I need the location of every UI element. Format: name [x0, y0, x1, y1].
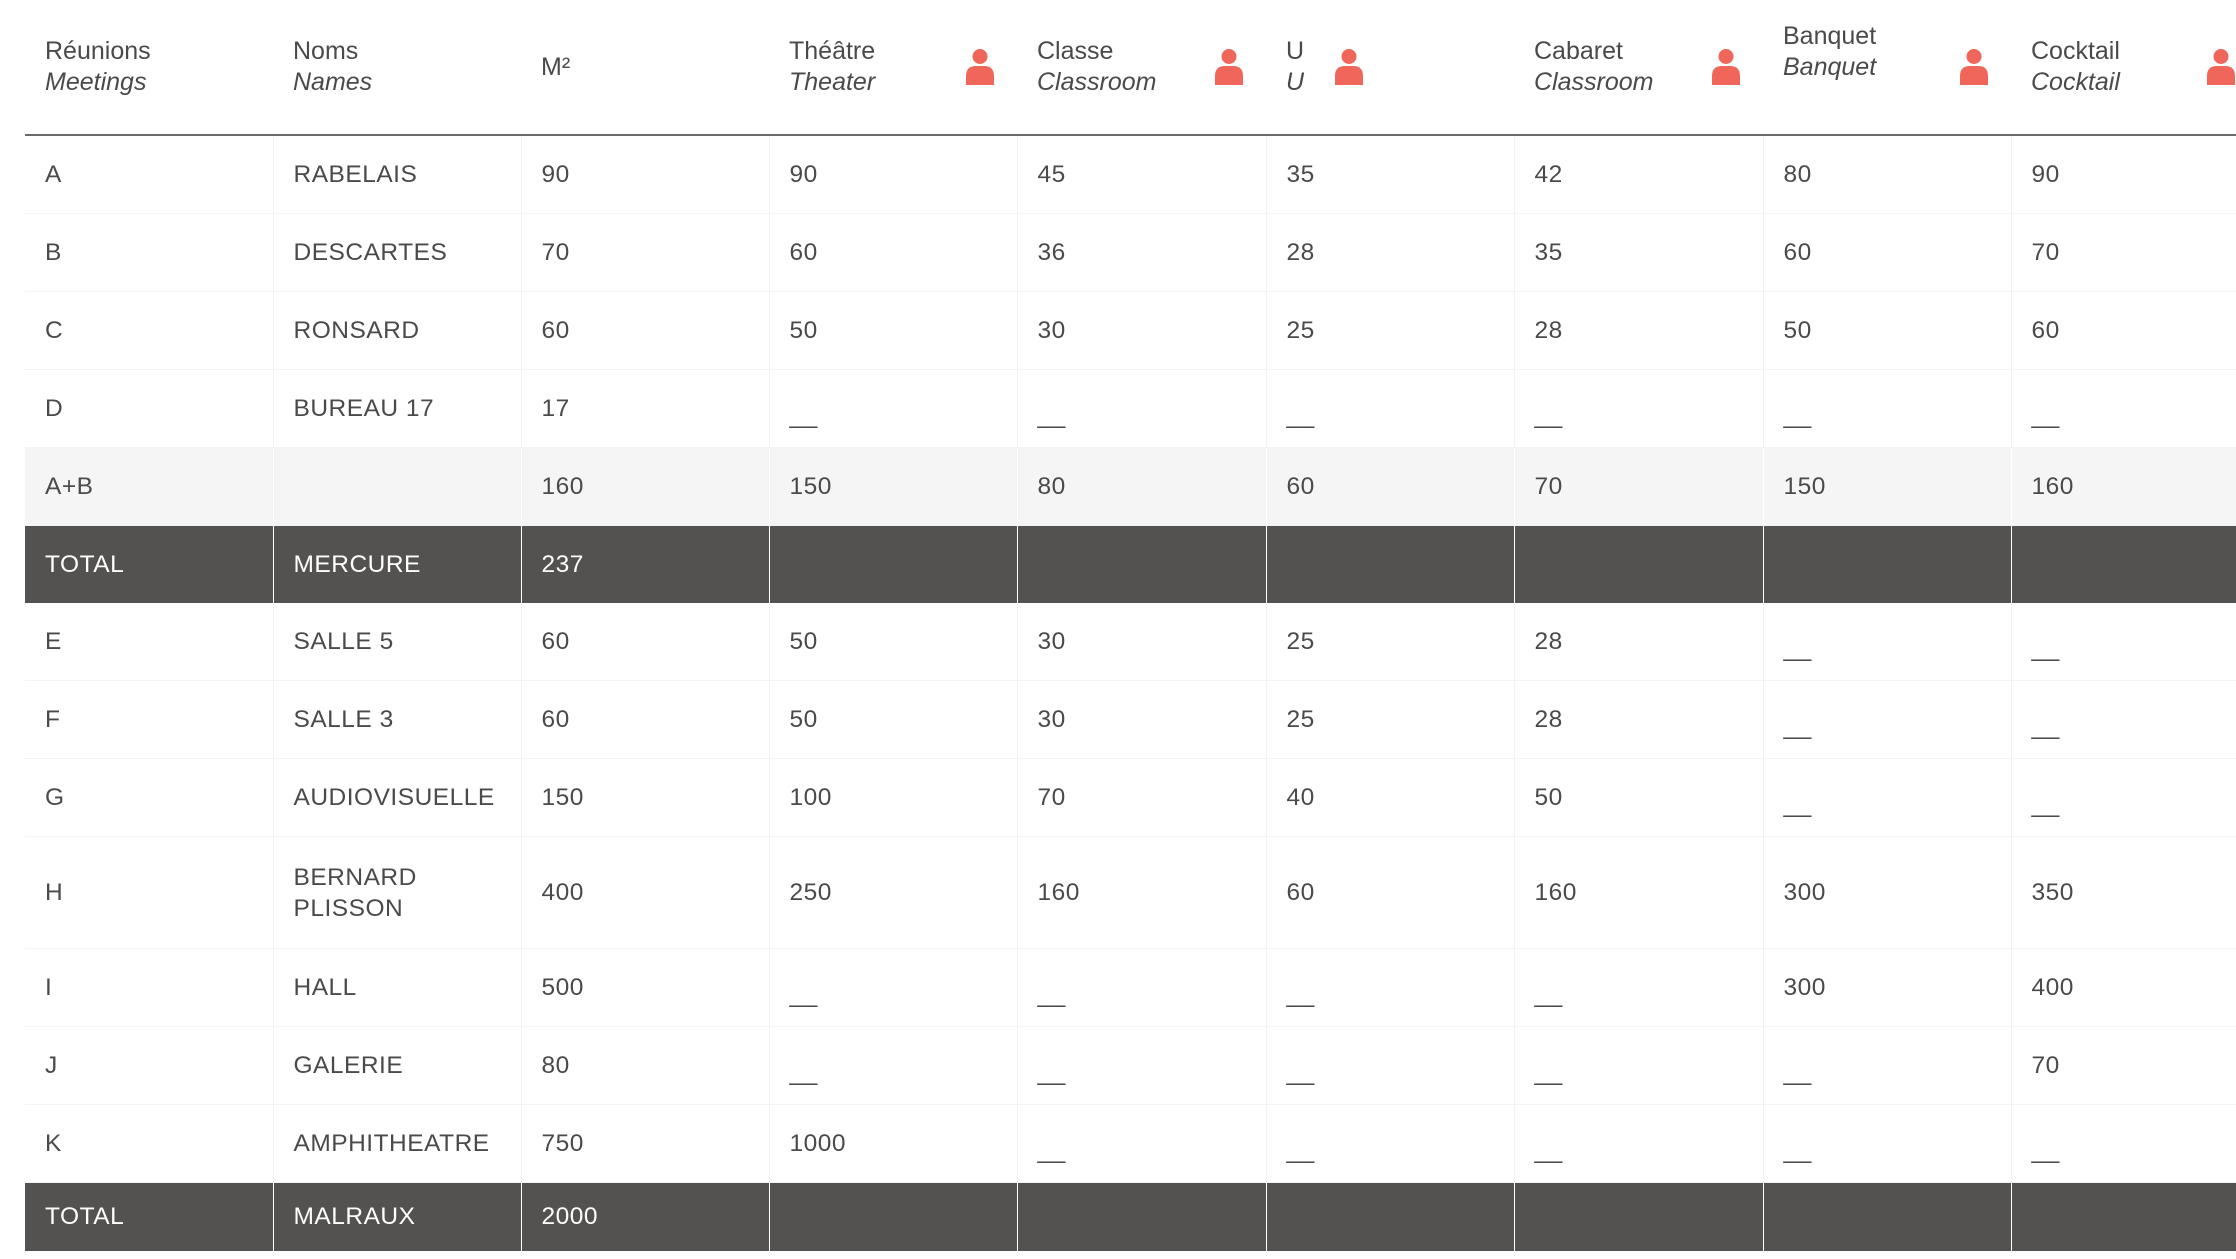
header-meetings-fr: Réunions: [45, 37, 151, 65]
header-classroom-en: Classroom: [1037, 68, 1157, 96]
cell-banquet: [1763, 837, 2011, 949]
cell-name-value: BUREAU 17: [293, 394, 435, 422]
header-theater-fr: Théâtre: [789, 37, 876, 65]
cell-u: [1266, 214, 1514, 292]
cell-theater: [769, 448, 1017, 526]
cell-cabaret-value: 28: [1534, 627, 1563, 655]
cell-theater: [769, 837, 1017, 949]
cell-u: [1266, 292, 1514, 370]
cell-classroom-value: 80: [1037, 472, 1066, 500]
cell-banquet: [1763, 292, 2011, 370]
cell-banquet-value: 60: [1783, 238, 1812, 266]
cell-code: [25, 1105, 273, 1183]
cell-area-value: 60: [541, 705, 570, 733]
cell-theater: [769, 292, 1017, 370]
cell-cocktail: [2011, 448, 2236, 526]
cell-name-value: HALL: [293, 973, 357, 1001]
cell-code: [25, 448, 273, 526]
cell-code: [25, 837, 273, 949]
cell-cocktail: [2011, 949, 2236, 1027]
header-theater: [769, 0, 1017, 135]
cell-cocktail-value: __: [2031, 634, 2060, 662]
cell-classroom: [1017, 1105, 1266, 1183]
cell-classroom-value: 45: [1037, 160, 1066, 188]
cell-area-value: 60: [541, 627, 570, 655]
cell-banquet: [1763, 448, 2011, 526]
cell-area: [521, 603, 769, 681]
cell-classroom: [1017, 681, 1266, 759]
cell-name-value: MERCURE: [293, 550, 421, 578]
cell-banquet-value: 150: [1783, 472, 1826, 500]
cell-area-value: 237: [541, 550, 584, 578]
cell-name: [273, 292, 521, 370]
header-u-en: U: [1286, 68, 1305, 96]
cell-cabaret: [1514, 681, 1763, 759]
header-cabaret-en: Classroom: [1534, 68, 1654, 96]
header-banquet-fr: Banquet: [1783, 22, 1877, 50]
cell-area: [521, 135, 769, 214]
cell-cocktail: [2011, 759, 2236, 837]
cell-code-value: TOTAL: [45, 1203, 125, 1230]
person-icon: [2206, 48, 2236, 86]
cell-classroom: [1017, 448, 1266, 526]
cell-banquet: [1763, 135, 2011, 214]
cell-area-value: 750: [541, 1129, 584, 1157]
cell-banquet: [1763, 1105, 2011, 1183]
cell-theater-value: __: [789, 401, 818, 429]
cell-classroom-value: __: [1037, 1136, 1066, 1164]
cell-cocktail: [2011, 603, 2236, 681]
cell-cabaret: [1514, 214, 1763, 292]
cell-classroom: [1017, 1027, 1266, 1105]
cell-code-value: D: [45, 394, 64, 422]
table-row: [25, 1183, 2236, 1252]
table-row: [25, 1105, 2236, 1183]
header-area-label: M²: [541, 52, 571, 81]
cell-banquet: [1763, 370, 2011, 448]
cell-theater: [769, 370, 1017, 448]
cell-cocktail-value: 400: [2031, 973, 2074, 1001]
cell-u-value: __: [1286, 980, 1315, 1008]
cell-u: [1266, 1183, 1514, 1252]
cell-classroom: [1017, 214, 1266, 292]
header-u: [1266, 0, 1514, 135]
cell-cocktail: [2011, 1027, 2236, 1105]
cell-u-value: 40: [1286, 783, 1315, 811]
cell-area-value: 60: [541, 316, 570, 344]
cell-area-value: 400: [541, 878, 584, 906]
cell-cocktail: [2011, 370, 2236, 448]
cell-cabaret: [1514, 135, 1763, 214]
cell-classroom: [1017, 526, 1266, 604]
cell-cabaret-value: 28: [1534, 705, 1563, 733]
header-banquet: [1763, 0, 2011, 135]
cell-banquet: [1763, 949, 2011, 1027]
cell-cabaret: [1514, 1105, 1763, 1183]
cell-name-value: BERNARD PLISSON: [293, 863, 417, 922]
table-row: [25, 681, 2236, 759]
cell-code: [25, 1183, 273, 1252]
cell-code: [25, 214, 273, 292]
cell-code-value: C: [45, 316, 64, 344]
header-banquet-en: Banquet: [1783, 53, 1877, 81]
cell-code-value: F: [45, 705, 61, 733]
cell-cocktail-value: 60: [2031, 316, 2060, 344]
cell-cocktail: [2011, 681, 2236, 759]
cell-u: [1266, 1105, 1514, 1183]
cell-area: [521, 448, 769, 526]
cell-name: [273, 949, 521, 1027]
table-body: [25, 135, 2236, 1251]
capacity-table: [25, 0, 2236, 1251]
cell-code-value: G: [45, 783, 65, 811]
cell-banquet-value: __: [1783, 712, 1812, 740]
cell-banquet: [1763, 681, 2011, 759]
cell-cocktail: [2011, 526, 2236, 604]
header-u-fr: U: [1286, 37, 1305, 65]
header-area: [521, 0, 769, 135]
cell-theater: [769, 1027, 1017, 1105]
cell-code-value: K: [45, 1129, 62, 1157]
cell-u-value: 25: [1286, 705, 1315, 733]
cell-u-value: 35: [1286, 160, 1315, 188]
cell-code: [25, 949, 273, 1027]
cell-name-value: DESCARTES: [293, 238, 448, 266]
cell-cabaret-value: 160: [1534, 878, 1577, 906]
cell-code-value: I: [45, 973, 53, 1001]
cell-code: [25, 370, 273, 448]
cell-cabaret: [1514, 603, 1763, 681]
cell-cocktail-value: 70: [2031, 1051, 2060, 1079]
cell-code-value: H: [45, 878, 64, 906]
cell-cabaret: [1514, 526, 1763, 604]
cell-u-value: 60: [1286, 878, 1315, 906]
cell-classroom: [1017, 759, 1266, 837]
cell-name: [273, 1183, 521, 1252]
cell-cocktail: [2011, 135, 2236, 214]
cell-cabaret: [1514, 759, 1763, 837]
cell-code: [25, 1027, 273, 1105]
cell-area: [521, 1027, 769, 1105]
cell-cocktail-value: __: [2031, 712, 2060, 740]
cell-cabaret: [1514, 1183, 1763, 1252]
cell-theater: [769, 135, 1017, 214]
person-icon: [1959, 48, 1989, 86]
cell-code: [25, 292, 273, 370]
cell-area-value: 90: [541, 160, 570, 188]
cell-theater: [769, 949, 1017, 1027]
cell-cabaret-value: __: [1534, 401, 1563, 429]
person-icon: [1214, 48, 1244, 86]
cell-classroom-value: 160: [1037, 878, 1080, 906]
cell-name: [273, 759, 521, 837]
cell-banquet-value: 50: [1783, 316, 1812, 344]
cell-code-value: E: [45, 627, 62, 655]
header-cocktail: [2011, 0, 2236, 135]
cell-name: [273, 214, 521, 292]
cell-classroom-value: 30: [1037, 316, 1066, 344]
cell-theater: [769, 214, 1017, 292]
cell-cabaret: [1514, 448, 1763, 526]
cell-name-value: GALERIE: [293, 1051, 404, 1079]
cell-area-value: 80: [541, 1051, 570, 1079]
header-classroom: [1017, 0, 1266, 135]
cell-area: [521, 837, 769, 949]
header-names-en: Names: [293, 68, 373, 96]
cell-banquet: [1763, 214, 2011, 292]
cell-cocktail-value: 70: [2031, 238, 2060, 266]
cell-area: [521, 292, 769, 370]
cell-cabaret: [1514, 370, 1763, 448]
cell-theater-value: __: [789, 1058, 818, 1086]
cell-cabaret-value: __: [1534, 1136, 1563, 1164]
cell-banquet-value: __: [1783, 1136, 1812, 1164]
cell-banquet: [1763, 1183, 2011, 1252]
capacity-table-container: [25, 0, 2236, 1251]
table-header: [25, 0, 2236, 135]
cell-cocktail: [2011, 837, 2236, 949]
cell-name: [273, 1027, 521, 1105]
cell-banquet-value: __: [1783, 790, 1812, 818]
cell-theater-value: 50: [789, 316, 818, 344]
cell-theater-value: 60: [789, 238, 818, 266]
cell-name: [273, 370, 521, 448]
cell-u-value: 60: [1286, 472, 1315, 500]
header-names-fr: Noms: [293, 37, 359, 65]
cell-area-value: 160: [541, 472, 584, 500]
cell-area: [521, 949, 769, 1027]
cell-code-value: A: [45, 160, 62, 188]
table-row: [25, 370, 2236, 448]
table-row: [25, 526, 2236, 604]
cell-cabaret-value: 35: [1534, 238, 1563, 266]
cell-cabaret-value: 70: [1534, 472, 1563, 500]
cell-u-value: 25: [1286, 316, 1315, 344]
cell-u: [1266, 949, 1514, 1027]
cell-theater: [769, 1183, 1017, 1252]
header-row: [25, 0, 2236, 135]
cell-u: [1266, 370, 1514, 448]
cell-theater: [769, 526, 1017, 604]
header-cocktail-fr: Cocktail: [2031, 37, 2120, 65]
header-meetings-en: Meetings: [45, 68, 147, 96]
cell-classroom: [1017, 1183, 1266, 1252]
cell-cocktail-value: __: [2031, 790, 2060, 818]
cell-cocktail: [2011, 1183, 2236, 1252]
cell-name: [273, 448, 521, 526]
cell-name-value: RONSARD: [293, 316, 420, 344]
cell-theater: [769, 1105, 1017, 1183]
cell-classroom-value: __: [1037, 401, 1066, 429]
cell-cocktail-value: 90: [2031, 160, 2060, 188]
cell-code: [25, 681, 273, 759]
table-row: [25, 759, 2236, 837]
cell-u: [1266, 135, 1514, 214]
cell-name: [273, 135, 521, 214]
cell-banquet-value: __: [1783, 401, 1812, 429]
cell-code-value: B: [45, 238, 62, 266]
header-theater-en: Theater: [789, 68, 876, 96]
cell-u: [1266, 681, 1514, 759]
cell-name: [273, 526, 521, 604]
cell-classroom-value: 70: [1037, 783, 1066, 811]
cell-classroom-value: 30: [1037, 705, 1066, 733]
cell-classroom-value: 30: [1037, 627, 1066, 655]
cell-theater-value: 150: [789, 472, 832, 500]
cell-cocktail-value: __: [2031, 401, 2060, 429]
cell-cabaret: [1514, 1027, 1763, 1105]
table-row: [25, 949, 2236, 1027]
cell-name: [273, 681, 521, 759]
cell-code-value: J: [45, 1051, 58, 1079]
cell-cabaret-value: 42: [1534, 160, 1563, 188]
cell-u: [1266, 526, 1514, 604]
cell-code-value: A+B: [45, 472, 94, 500]
header-cabaret-fr: Cabaret: [1534, 37, 1623, 65]
cell-banquet-value: __: [1783, 1058, 1812, 1086]
cell-name-value: MALRAUX: [293, 1203, 416, 1230]
cell-code: [25, 759, 273, 837]
cell-classroom: [1017, 135, 1266, 214]
cell-cabaret-value: 28: [1534, 316, 1563, 344]
table-row: [25, 214, 2236, 292]
cell-area: [521, 370, 769, 448]
cell-name: [273, 1105, 521, 1183]
cell-code-value: TOTAL: [45, 550, 125, 578]
cell-cabaret: [1514, 949, 1763, 1027]
cell-code: [25, 135, 273, 214]
cell-theater-value: 1000: [789, 1129, 847, 1157]
cell-area-value: 2000: [541, 1203, 599, 1230]
cell-name-value: AUDIOVISUELLE: [293, 783, 495, 811]
cell-cocktail-value: __: [2031, 1136, 2060, 1164]
cell-classroom-value: __: [1037, 980, 1066, 1008]
cell-theater-value: __: [789, 980, 818, 1008]
cell-theater-value: 100: [789, 783, 832, 811]
cell-area-value: 150: [541, 783, 584, 811]
cell-code: [25, 603, 273, 681]
cell-theater: [769, 759, 1017, 837]
cell-u: [1266, 603, 1514, 681]
person-icon: [965, 48, 995, 86]
cell-cocktail-value: 350: [2031, 878, 2074, 906]
cell-name-value: SALLE 3: [293, 705, 394, 733]
cell-u: [1266, 837, 1514, 949]
table-row: [25, 135, 2236, 214]
cell-cabaret: [1514, 292, 1763, 370]
table-row: [25, 837, 2236, 949]
cell-cocktail-value: 160: [2031, 472, 2074, 500]
cell-classroom: [1017, 370, 1266, 448]
table-row: [25, 448, 2236, 526]
cell-classroom: [1017, 292, 1266, 370]
cell-banquet: [1763, 526, 2011, 604]
cell-banquet-value: __: [1783, 634, 1812, 662]
header-meetings: [25, 0, 273, 135]
cell-theater-value: 50: [789, 705, 818, 733]
cell-u-value: __: [1286, 401, 1315, 429]
table-row: [25, 1027, 2236, 1105]
cell-area: [521, 759, 769, 837]
cell-theater: [769, 681, 1017, 759]
cell-area-value: 17: [541, 394, 570, 422]
cell-classroom: [1017, 603, 1266, 681]
cell-theater-value: 250: [789, 878, 832, 906]
person-icon: [1711, 48, 1741, 86]
cell-name: [273, 603, 521, 681]
cell-cocktail: [2011, 214, 2236, 292]
cell-area: [521, 214, 769, 292]
cell-banquet: [1763, 1027, 2011, 1105]
table-row: [25, 603, 2236, 681]
cell-area: [521, 1105, 769, 1183]
cell-theater-value: 50: [789, 627, 818, 655]
person-icon: [1334, 48, 1364, 86]
cell-area: [521, 681, 769, 759]
cell-u: [1266, 448, 1514, 526]
cell-area-value: 500: [541, 973, 584, 1001]
cell-classroom: [1017, 949, 1266, 1027]
cell-theater-value: 90: [789, 160, 818, 188]
cell-cabaret: [1514, 837, 1763, 949]
header-cocktail-en: Cocktail: [2031, 68, 2120, 96]
cell-name-value: RABELAIS: [293, 160, 418, 188]
cell-classroom-value: 36: [1037, 238, 1066, 266]
cell-area: [521, 526, 769, 604]
cell-code: [25, 526, 273, 604]
cell-banquet-value: 300: [1783, 973, 1826, 1001]
cell-classroom: [1017, 837, 1266, 949]
cell-banquet-value: 80: [1783, 160, 1812, 188]
cell-banquet: [1763, 759, 2011, 837]
cell-area-value: 70: [541, 238, 570, 266]
cell-u: [1266, 759, 1514, 837]
cell-cabaret-value: __: [1534, 1058, 1563, 1086]
table-row: [25, 292, 2236, 370]
cell-u-value: __: [1286, 1058, 1315, 1086]
cell-cabaret-value: 50: [1534, 783, 1563, 811]
cell-area: [521, 1183, 769, 1252]
cell-cabaret-value: __: [1534, 980, 1563, 1008]
cell-name-value: SALLE 5: [293, 627, 394, 655]
cell-cocktail: [2011, 292, 2236, 370]
cell-banquet: [1763, 603, 2011, 681]
header-classroom-fr: Classe: [1037, 37, 1114, 65]
cell-name-value: AMPHITHEATRE: [293, 1129, 490, 1157]
cell-banquet-value: 300: [1783, 878, 1826, 906]
cell-u-value: __: [1286, 1136, 1315, 1164]
cell-u-value: 25: [1286, 627, 1315, 655]
header-cabaret: [1514, 0, 1763, 135]
cell-name: [273, 837, 521, 949]
cell-theater: [769, 603, 1017, 681]
cell-u: [1266, 1027, 1514, 1105]
cell-u-value: 28: [1286, 238, 1315, 266]
header-names: [273, 0, 521, 135]
cell-classroom-value: __: [1037, 1058, 1066, 1086]
cell-cocktail: [2011, 1105, 2236, 1183]
